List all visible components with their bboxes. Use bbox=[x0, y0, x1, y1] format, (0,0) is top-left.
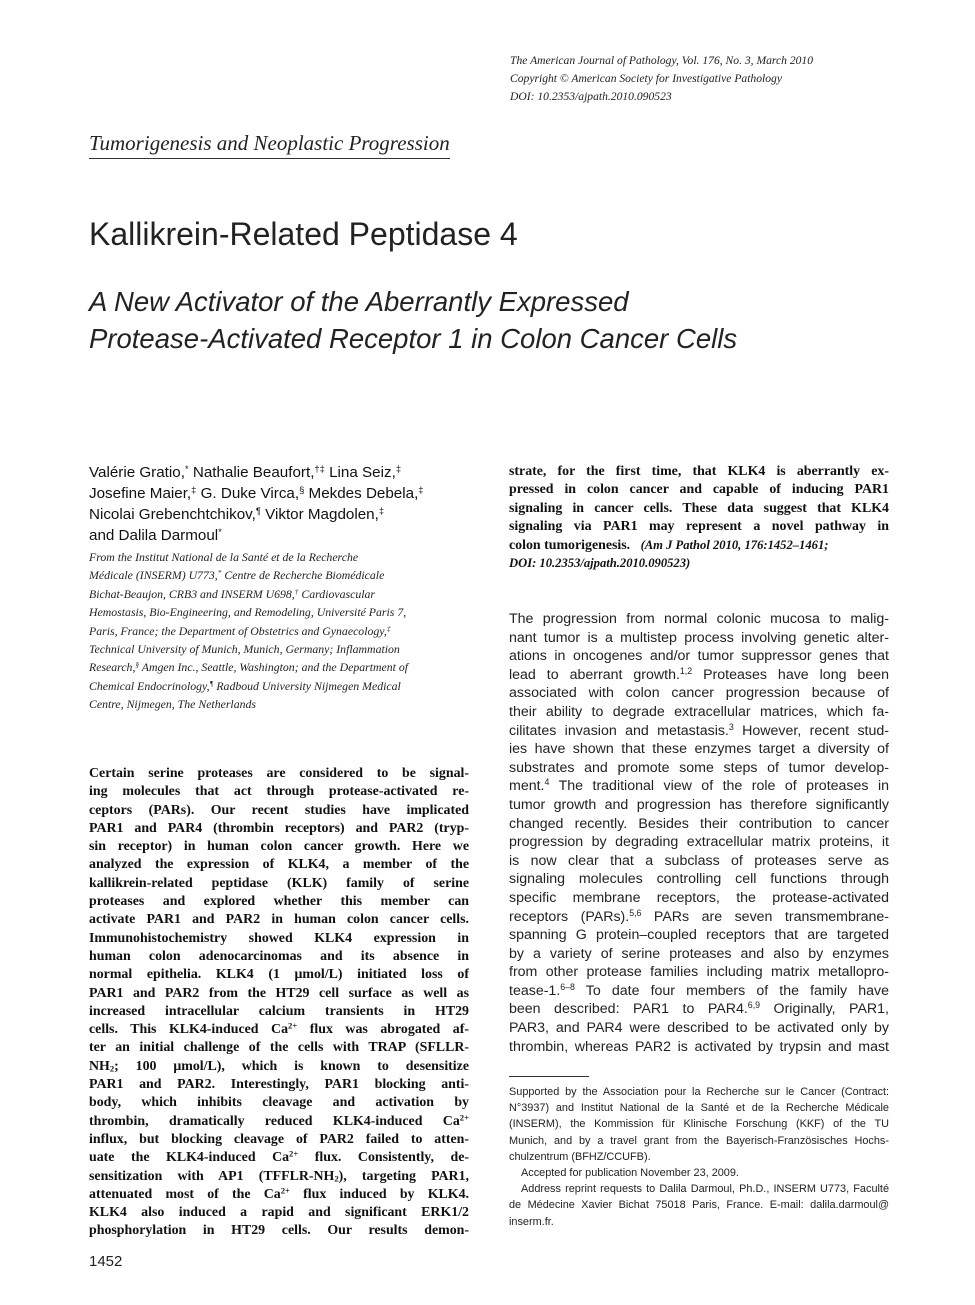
subtitle-line: A New Activator of the Aberrantly Expressed bbox=[89, 286, 629, 317]
author-mark: * bbox=[218, 525, 222, 537]
citation-doi: DOI: 10.2353/ajpath.2010.090523) bbox=[509, 556, 691, 571]
reference-mark: 5,6 bbox=[629, 907, 642, 918]
author-line bbox=[89, 483, 489, 504]
abstract-line: KLK4 also induced a rapid and significant ERK1/2 bbox=[89, 1205, 469, 1221]
body-line: signaling molecules controlling cell functions through bbox=[509, 871, 889, 888]
abstract-text: ), targeting PAR1, bbox=[338, 1168, 469, 1184]
author-name: G. Duke Virca, bbox=[196, 485, 300, 502]
abstract-text: ; 100 μmol/L), which is known to desensitize bbox=[114, 1058, 469, 1074]
body-line: spanning G protein–coupled receptors that are targeted bbox=[509, 927, 889, 944]
footnote-line: inserm.fr. bbox=[509, 1215, 554, 1228]
affiliations bbox=[89, 548, 474, 714]
author-mark: ‡ bbox=[378, 504, 385, 516]
reference-mark: 6,9 bbox=[747, 1000, 761, 1011]
affiliation-line bbox=[89, 548, 474, 566]
abstract-line: signaling via PAR1 may represent a novel pathway in bbox=[509, 518, 889, 534]
body-line bbox=[509, 982, 889, 1001]
affiliation-mark: § bbox=[135, 660, 140, 670]
abstract-line bbox=[89, 1021, 469, 1039]
body-line: nant tumor is a multistep process involving genetic alter- bbox=[509, 629, 889, 646]
affiliation-text: From the Institut National de la Santé et de la Recherche bbox=[89, 550, 359, 564]
abstract-line: activate PAR1 and PAR2 in human colon cancer cells. bbox=[89, 912, 469, 928]
footnote-accepted: Accepted for publication November 23, 2009. bbox=[521, 1167, 739, 1180]
journal-doi: DOI: 10.2353/ajpath.2010.090523 bbox=[510, 90, 672, 103]
abstract-text: NH bbox=[89, 1058, 110, 1074]
affiliation-text: Centre de Recherche Biomédicale bbox=[221, 568, 385, 583]
superscript: 2+ bbox=[289, 1149, 299, 1159]
author-name: Lina Seiz, bbox=[324, 464, 396, 481]
abstract-line: analyzed the expression of KLK4, a member of the bbox=[89, 857, 469, 873]
abstract-text: colon tumorigenesis. bbox=[509, 538, 631, 554]
affiliation-line bbox=[89, 640, 474, 658]
affiliation-line bbox=[89, 658, 474, 676]
affiliation-text: Cardiovascular bbox=[298, 586, 375, 601]
abstract-line: PAR1 and PAR2 from the HT29 cell surface as well as bbox=[89, 985, 469, 1001]
body-text-span: tease-1. bbox=[509, 982, 561, 999]
superscript: 2+ bbox=[280, 1185, 290, 1196]
affiliation-mark: * bbox=[217, 568, 222, 578]
body-text-span: been described: PAR1 to PAR4. bbox=[509, 1001, 748, 1018]
reference-mark: 6–8 bbox=[560, 982, 575, 993]
abstract-line: ter an initial challenge of the cells with TRAP (SFLLR- bbox=[89, 1040, 469, 1056]
author-mark: ‡ bbox=[418, 483, 424, 495]
page-number: 1452 bbox=[89, 1253, 123, 1270]
article-subtitle bbox=[89, 283, 909, 357]
affiliation-mark: ¶ bbox=[209, 678, 214, 688]
subtitle-line: Protease-Activated Receptor 1 in Colon Cancer Cells bbox=[89, 323, 738, 354]
abstract-text: attenuated most of the Ca bbox=[89, 1186, 281, 1202]
footnote-rule bbox=[509, 1076, 589, 1077]
body-line: their ability to degrade extracellular matrices, which fa- bbox=[509, 703, 889, 720]
body-line bbox=[509, 722, 889, 741]
author-mark: § bbox=[299, 483, 305, 495]
journal-citation: The American Journal of Pathology, Vol. 176, No. 3, March 2010 bbox=[510, 54, 814, 67]
abstract-line bbox=[89, 1113, 469, 1131]
abstract-continued bbox=[509, 463, 889, 573]
body-line: tumor growth and progression has therefore significantly bbox=[509, 796, 889, 813]
author-line bbox=[89, 462, 489, 483]
abstract-line: increased intracellular calcium transients in HT29 bbox=[89, 1003, 469, 1019]
abstract-line: human colon adenocarcinomas and its absence in bbox=[89, 948, 469, 964]
body-line: PAR3, and PAR4 were described to be activated only by bbox=[509, 1020, 889, 1037]
abstract-text: sensitization with AP1 (TFFLR-NH bbox=[89, 1168, 335, 1184]
affiliation-text: Centre, Nijmegen, The Netherlands bbox=[89, 697, 256, 712]
affiliation-text: Research, bbox=[89, 660, 136, 675]
body-text-span: lead to aberrant growth. bbox=[509, 666, 680, 683]
body-line bbox=[509, 777, 889, 796]
author-line bbox=[89, 504, 489, 525]
reference-mark: 1,2 bbox=[679, 665, 693, 676]
author-mark: ¶ bbox=[255, 504, 261, 516]
author-mark: * bbox=[184, 462, 189, 474]
body-text-span: cilitates invasion and metastasis. bbox=[509, 722, 729, 739]
affiliation-text: Technical University of Munich, Munich, Germany; Inflammation bbox=[89, 642, 400, 657]
body-text-span: Originally, PAR1, bbox=[760, 1001, 889, 1018]
journal-info bbox=[510, 52, 950, 106]
abstract-line: phosphorylation in HT29 cells. Our results demon- bbox=[89, 1223, 469, 1239]
affiliation-text: Chemical Endocrinology, bbox=[89, 678, 210, 693]
abstract-line: signaling in cancer cells. These data suggest that KLK4 bbox=[509, 500, 889, 516]
author-name: Mekdes Debela, bbox=[304, 485, 419, 502]
footnote-line: Munich, and by a travel grant from the Bayerisch-Französisches Hochs- bbox=[509, 1134, 889, 1147]
affiliation-text: Paris, France; the Department of Obstetrics and Gynaecology, bbox=[89, 623, 387, 638]
footnote-line: N°3937) and Institut National de la Santé et de la Recherche Médicale bbox=[509, 1102, 889, 1115]
reference-mark: 3 bbox=[728, 721, 734, 732]
body-line: ies have shown that these enzymes target a diversity of bbox=[509, 741, 889, 758]
body-line bbox=[509, 908, 889, 927]
author-list bbox=[89, 462, 489, 546]
abstract-line: ing molecules that act through protease-activated re- bbox=[89, 784, 469, 800]
abstract-text: flux induced by KLK4. bbox=[289, 1186, 469, 1202]
abstract-line: Certain serine proteases are considered to be signal- bbox=[89, 766, 469, 781]
affiliation-line bbox=[89, 566, 474, 584]
body-line: substrates and promote some steps of tumor develop- bbox=[509, 759, 889, 776]
article-title: Kallikrein-Related Peptidase 4 bbox=[89, 216, 518, 252]
footnote-line: (INSERM), the Kommission für Klinische Forschung (KKF) of the TU bbox=[509, 1118, 889, 1131]
body-line: progression by degrading extracellular matrix proteins, it bbox=[509, 834, 889, 851]
affiliation-line bbox=[89, 585, 474, 603]
body-line: is now clear that a subclass of proteases serve as bbox=[509, 852, 889, 869]
body-text-span: PARs are seven transmembrane- bbox=[641, 908, 889, 925]
author-mark: ‡ bbox=[395, 462, 402, 474]
affiliation-line bbox=[89, 622, 474, 640]
body-text-span: receptors (PARs). bbox=[509, 908, 630, 925]
affiliation-line bbox=[89, 603, 474, 621]
affiliation-text: Radboud University Nijmegen Medical bbox=[213, 678, 401, 693]
abstract-line bbox=[89, 1168, 469, 1186]
abstract-text: cells. This KLK4-induced Ca bbox=[89, 1022, 289, 1038]
body-line: associated with colon cancer progression because of bbox=[509, 685, 889, 702]
footnote-line: Supported by the Association pour la Recherche sur le Cancer (Contract: bbox=[509, 1086, 889, 1098]
affiliation-mark: † bbox=[294, 586, 299, 596]
abstract-line: strate, for the first time, that KLK4 is aberrantly ex- bbox=[509, 464, 889, 479]
author-line bbox=[89, 525, 489, 546]
abstract-line: PAR1 and PAR4 (thrombin receptors) and PAR2 (tryp- bbox=[89, 820, 469, 836]
affiliation-mark: ‡ bbox=[386, 623, 391, 633]
body-line: from other protease families including matrix metallopro- bbox=[509, 964, 889, 981]
abstract-line: PAR1 and PAR2. Interestingly, PAR1 blocking anti- bbox=[89, 1077, 469, 1093]
subscript: 2 bbox=[334, 1173, 339, 1184]
affiliation-line bbox=[89, 677, 474, 695]
abstract-text: uate the KLK4-induced Ca bbox=[89, 1150, 290, 1166]
body-line: changed recently. Besides their contribution to cancer bbox=[509, 815, 889, 832]
abstract-line: body, which inhibits cleavage and activation by bbox=[89, 1095, 469, 1111]
author-name: Valérie Gratio, bbox=[89, 464, 185, 481]
abstract-line bbox=[89, 1058, 469, 1076]
subscript: 2 bbox=[109, 1063, 115, 1074]
abstract-line bbox=[89, 1186, 469, 1204]
author-name: and Dalila Darmoul bbox=[89, 527, 219, 544]
author-name: Josefine Maier, bbox=[89, 485, 192, 502]
footnotes bbox=[509, 1084, 889, 1230]
body-line: ations in oncogenes and/or tumor suppressor genes that bbox=[509, 648, 889, 665]
abstract-line: ceptors (PARs). Our recent studies have implicated bbox=[89, 802, 469, 818]
body-text-span: However, recent stud- bbox=[733, 722, 889, 739]
author-name: Nicolai Grebenchtchikov, bbox=[89, 506, 256, 523]
abstract-text: thrombin, dramatically reduced KLK4-induced Ca bbox=[89, 1113, 460, 1129]
body-line: thrombin, whereas PAR2 is activated by trypsin and mast bbox=[509, 1038, 889, 1055]
affiliation-text: Hemostasis, Bio-Engineering, and Remodeling, Université Paris 7, bbox=[89, 605, 407, 620]
abstract-line bbox=[509, 536, 889, 554]
body-line: by a variety of serine proteases and also by enzymes bbox=[509, 945, 889, 962]
abstract-line: sin receptor) in human colon cancer growth. Here we bbox=[89, 839, 469, 855]
body-line: specific membrane receptors, the protease-activated bbox=[509, 889, 889, 906]
author-mark: †‡ bbox=[314, 462, 325, 474]
footnote-line: de Médecine Xavier Bichat 75018 Paris, France. E-mail: dalila.darmoul@ bbox=[509, 1199, 889, 1212]
abstract-line: Immunohistochemistry showed KLK4 expression in bbox=[89, 930, 469, 946]
affiliation-text: Amgen Inc., Seattle, Washington; and the Department of bbox=[139, 660, 409, 675]
reference-mark: 4 bbox=[544, 777, 550, 788]
affiliation-text: Bichat-Beaujon, CRB3 and INSERM U698, bbox=[89, 586, 295, 601]
abstract-line: pressed in colon cancer and capable of inducing PAR1 bbox=[509, 482, 889, 498]
abstract-line: proteases and explored whether this member can bbox=[89, 894, 469, 910]
body-line: The progression from normal colonic mucosa to malig- bbox=[509, 611, 889, 627]
section-heading: Tumorigenesis and Neoplastic Progression bbox=[89, 131, 450, 159]
body-text-span: The traditional view of the role of proteases in bbox=[549, 778, 889, 795]
abstract-line: normal epithelia. KLK4 (1 μmol/L) initiated loss of bbox=[89, 967, 469, 983]
author-name: Nathalie Beaufort, bbox=[188, 464, 315, 481]
body-text bbox=[509, 610, 889, 1056]
footnote-line: Address reprint requests to Dalila Darmoul, Ph.D., INSERM U773, Faculté bbox=[521, 1183, 889, 1196]
citation: (Am J Pathol 2010, 176:1452–1461; bbox=[640, 538, 829, 553]
body-text-span: Proteases have long been bbox=[692, 666, 889, 683]
abstract bbox=[89, 765, 469, 1241]
journal-copyright: Copyright © American Society for Investigative Pathology bbox=[510, 72, 782, 85]
superscript: 2+ bbox=[459, 1112, 469, 1122]
abstract-line: kallikrein-related peptidase (KLK) family of serine bbox=[89, 875, 469, 891]
abstract-text: flux was abrogated af- bbox=[297, 1022, 469, 1038]
author-mark: ‡ bbox=[191, 483, 197, 495]
author-name: Viktor Magdolen, bbox=[260, 506, 379, 523]
affiliation-line bbox=[89, 695, 474, 713]
affiliation-text: Médicale (INSERM) U773, bbox=[89, 568, 218, 583]
footnote-line: chulzentrum (BFHZ/CCUFB). bbox=[509, 1150, 651, 1163]
body-text-span: To date four members of the family have bbox=[574, 982, 889, 999]
superscript: 2+ bbox=[288, 1021, 298, 1031]
body-line bbox=[509, 666, 889, 685]
body-line bbox=[509, 1000, 889, 1019]
abstract-line: influx, but blocking cleavage of PAR2 failed to atten- bbox=[89, 1131, 469, 1147]
abstract-line bbox=[89, 1149, 469, 1167]
body-text-span: ment. bbox=[509, 778, 545, 795]
abstract-line bbox=[509, 554, 889, 572]
abstract-text: flux. Consistently, de- bbox=[298, 1150, 469, 1166]
